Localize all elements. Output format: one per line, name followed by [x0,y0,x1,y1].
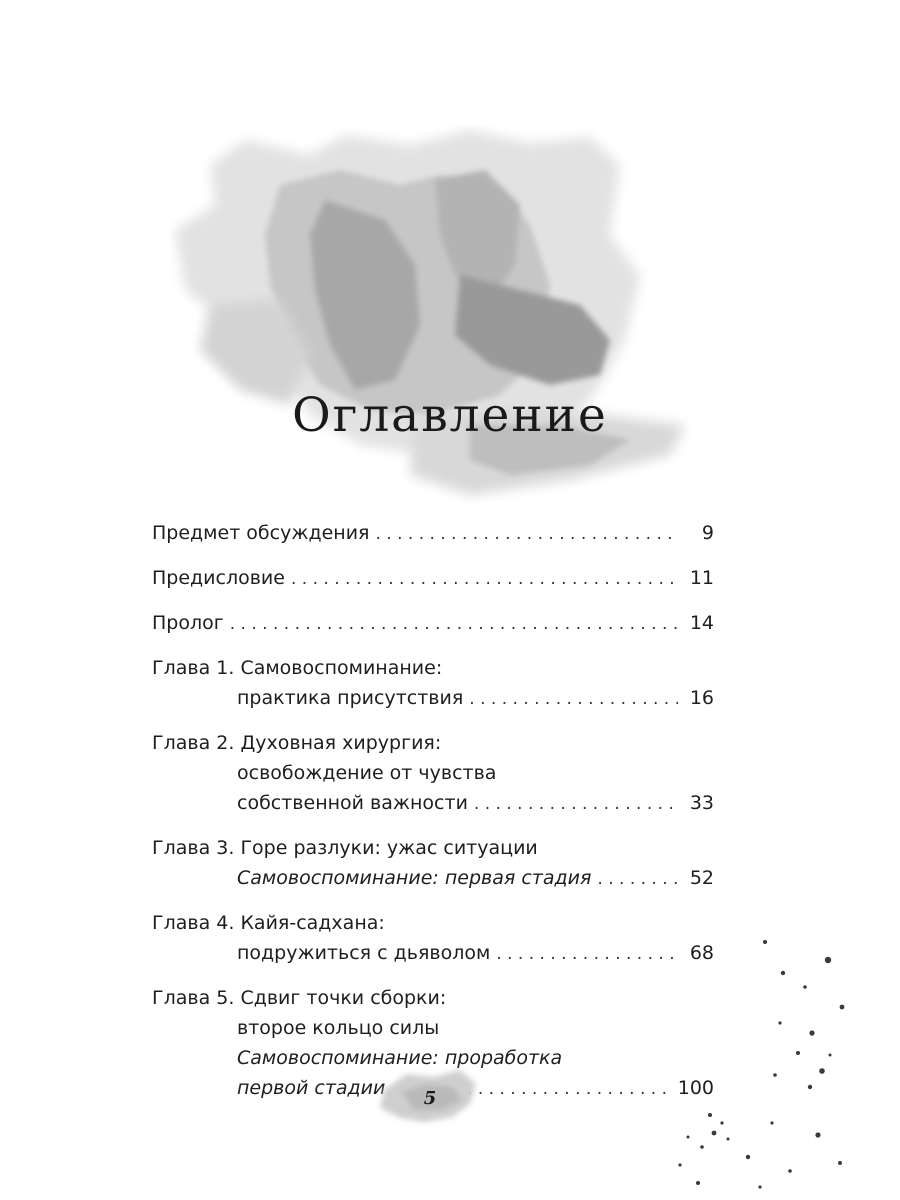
toc-page-number: 14 [689,612,714,634]
toc-line [152,983,714,1013]
toc-line [152,938,714,969]
toc-entry-label: Пролог [152,612,224,634]
page-number: 5 [423,1088,437,1109]
toc-entry[interactable] [152,653,714,714]
toc-entry-label: Кайя-садхана: [240,912,385,934]
toc-chapter-number: Глава 3. [152,837,235,859]
toc-entry-label: подружиться с дьяволом [237,942,491,964]
watercolor-flower-illustration [170,125,690,515]
toc-entry-label: Горе разлуки: ужас ситуации [240,837,538,859]
toc-entry-label: Духовная хирургия: [240,732,442,754]
toc-line [152,758,714,788]
toc-page-number: 11 [689,567,714,589]
toc-page-number: 52 [689,867,714,889]
dot-leader [291,564,678,594]
toc-line [152,728,714,758]
toc-entry[interactable] [152,908,714,969]
toc-entry[interactable] [152,608,714,639]
toc-page-number: 100 [677,1077,714,1099]
toc-line [152,608,714,639]
toc-entry[interactable] [152,833,714,894]
toc-page-number: 33 [689,792,714,814]
toc-entry[interactable] [152,728,714,819]
dot-leader [474,789,678,819]
toc-line [152,1013,714,1043]
toc-entry-label: собственной важности [237,792,468,814]
page-title: Оглавление [292,388,608,443]
toc-entry-label: Сдвиг точки сборки: [240,987,447,1009]
toc-page-number: 9 [701,522,714,544]
toc-entry[interactable] [152,518,714,549]
dot-leader [375,519,678,549]
toc-entry-label: Самовоспоминание: [240,657,443,679]
toc-chapter-number: Глава 5. [152,987,235,1009]
toc-chapter-number: Глава 4. [152,912,235,934]
toc-line [152,683,714,714]
toc-page-number: 68 [689,942,714,964]
toc-entry-label: первой стадии [237,1077,386,1099]
toc-chapter-number: Глава 2. [152,732,235,754]
ink-splatter-decoration [650,925,900,1200]
toc-entry-label: освобождение от чувства [237,762,497,784]
toc-entry-label: Предмет обсуждения [152,522,370,544]
toc-line [152,518,714,549]
toc-entry-label: Предисловие [152,567,285,589]
toc-chapter-number: Глава 1. [152,657,235,679]
table-of-contents [152,518,714,1118]
toc-page-number: 16 [689,687,714,709]
toc-entry-label: Самовоспоминание: проработка [237,1047,563,1069]
toc-entry[interactable] [152,563,714,594]
toc-line [152,863,714,894]
toc-line [152,908,714,938]
dot-leader [597,864,678,894]
toc-line [152,653,714,683]
toc-entry-label: практика присутствия [237,687,464,709]
dot-leader [469,684,678,714]
toc-line [152,788,714,819]
toc-line [152,833,714,863]
toc-entry-label: второе кольцо силы [237,1017,440,1039]
toc-entry-label: Самовоспоминание: первая стадия [237,867,592,889]
toc-line [152,563,714,594]
dot-leader [230,609,678,639]
